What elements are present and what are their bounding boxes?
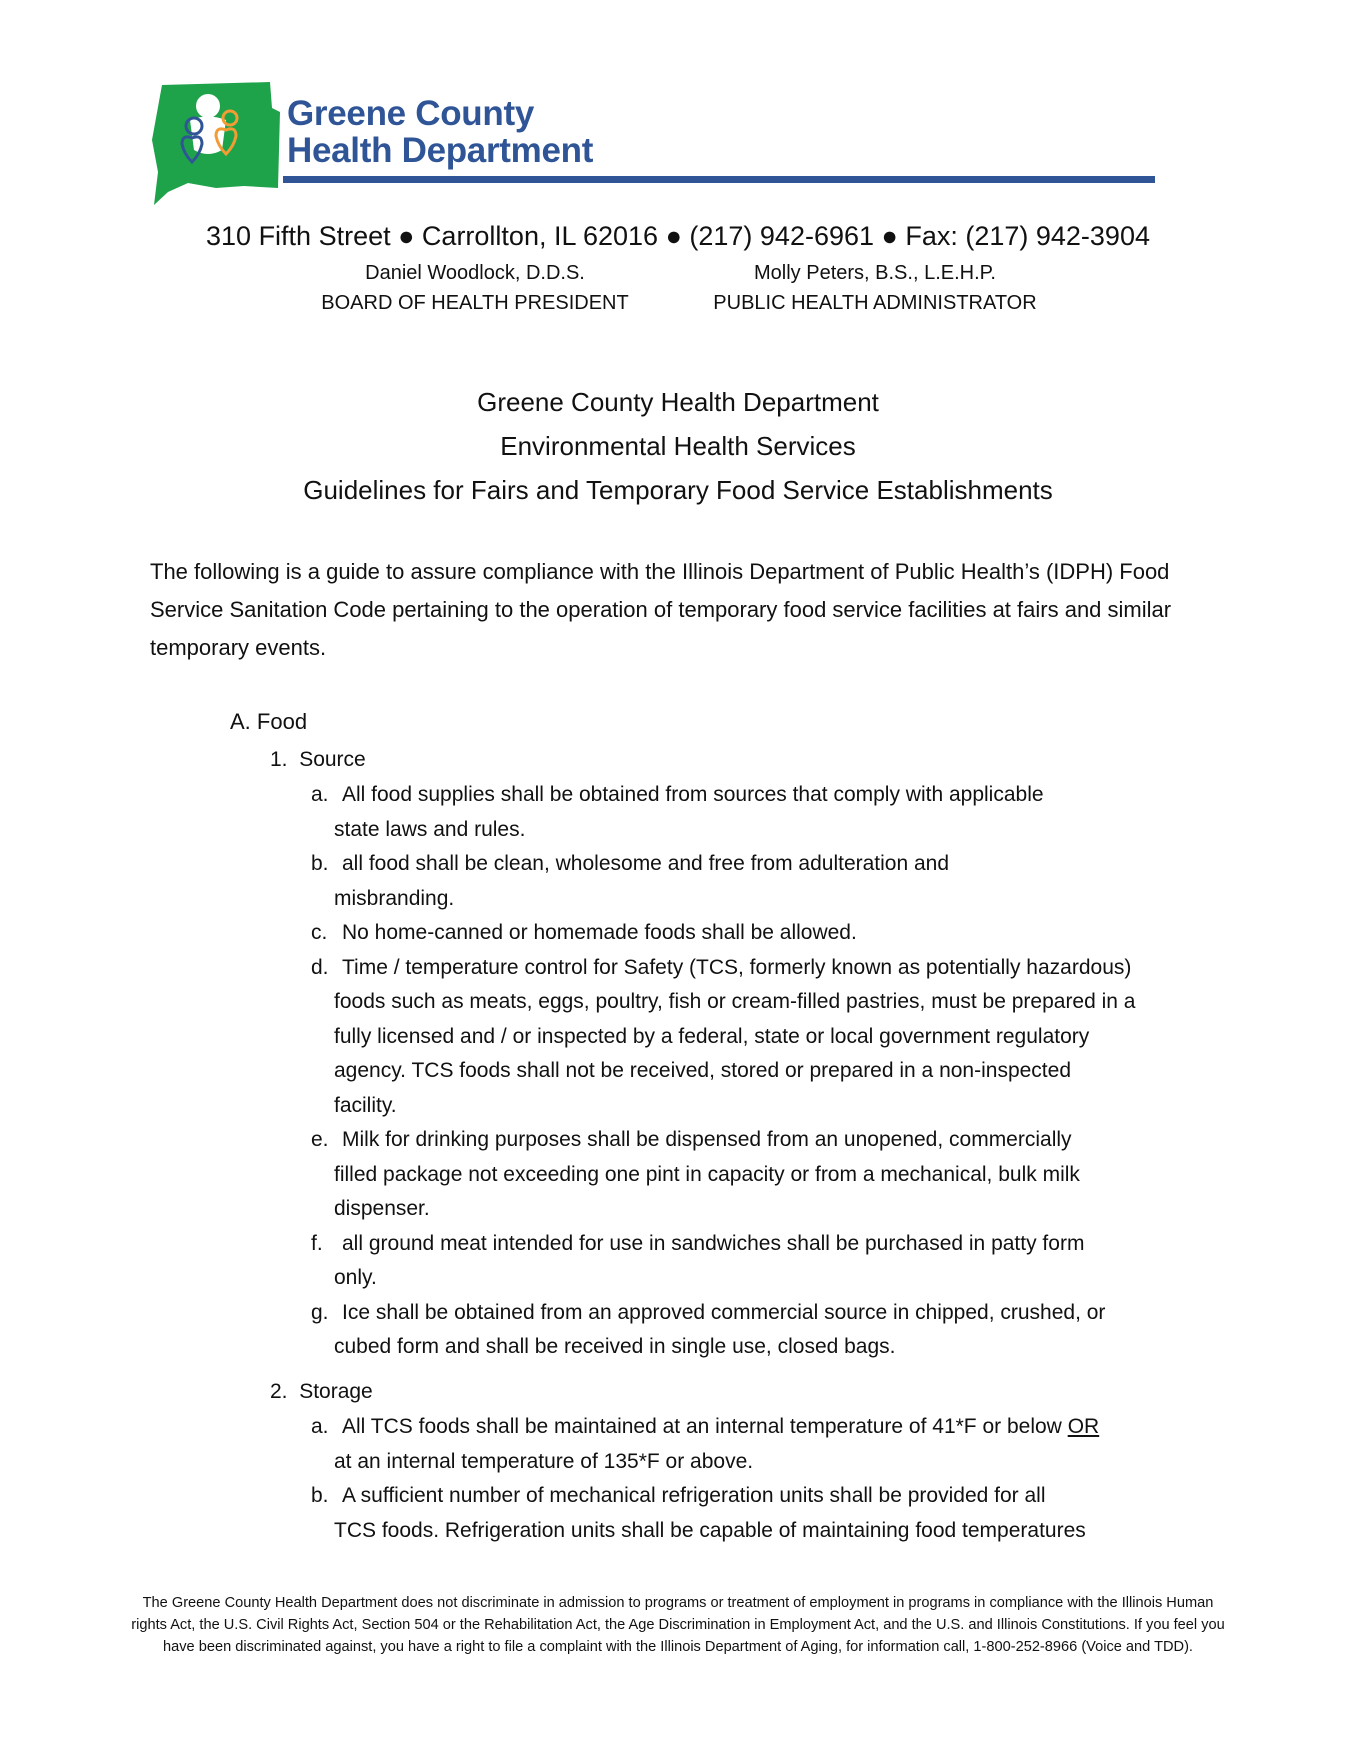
list-marker: a. <box>311 1415 329 1438</box>
list-line-text: dispenser. <box>334 1197 430 1220</box>
list-marker: g. <box>311 1300 329 1324</box>
section-marker: A. <box>230 709 251 734</box>
list-line-text: cubed form and shall be received in single use, closed bags. <box>334 1335 896 1358</box>
list-marker: f. <box>311 1231 323 1255</box>
list-marker: b. <box>311 1484 329 1507</box>
officer-administrator <box>690 258 1060 318</box>
list-line: A sufficient number of mechanical refrigeration units shall be provided for all <box>342 1484 1046 1507</box>
title-line-1: Greene County Health Department <box>477 387 879 417</box>
list-line: TCS foods. Refrigeration units shall be capable of maintaining food temperatures <box>334 1518 1086 1542</box>
list-line-text: only. <box>334 1266 377 1289</box>
list-line-text: state laws and rules. <box>334 817 526 841</box>
title-line-3: Guidelines for Fairs and Temporary Food Service Establishments <box>303 475 1053 505</box>
list-line-text: All food supplies shall be obtained from sources that comply with applicable <box>342 783 1044 806</box>
subsection-marker: 2. <box>270 1380 288 1403</box>
list-line-text: Ice shall be obtained from an approved commercial source in chipped, crushed, or <box>342 1300 1106 1324</box>
list-marker: c. <box>311 921 328 944</box>
list-line-text: all ground meat intended for use in sandwiches shall be purchased in patty form <box>342 1231 1085 1255</box>
non-discrimination-footer: The Greene County Health Department does not discriminate in admission to programs or treatment of employment in programs in compliance with the Illinois Human rights Act, the U.S. Civil Rights Act, Section 504 or the Rehabilitation Act, the Age Discrimination in Employment Act, and the U.S. and Illinois Constitutions. If you feel you have been discriminated against, you have a right to file a complaint with the Illinois Department of Aging, for information call, 1-800-252-8966 (Voice and TDD). <box>131 1595 1225 1655</box>
list-line-text: fully licensed and / or inspected by a federal, state or local government regulatory <box>334 1024 1090 1048</box>
brand-name-line-2: Health Department <box>287 131 594 170</box>
list-line-text: agency. TCS foods shall not be received, stored or prepared in a non-inspected <box>334 1059 1071 1082</box>
subsection-label: Source <box>299 748 366 771</box>
list-line-text: filled package not exceeding one pint in capacity or from a mechanical, bulk milk <box>334 1162 1080 1186</box>
list-line <box>342 1410 1099 1445</box>
officer-title: BOARD OF HEALTH PRESIDENT <box>321 292 629 314</box>
list-line: at an internal temperature of 135*F or above. <box>334 1449 754 1473</box>
subsection-heading <box>270 743 366 778</box>
list-line-text: foods such as meats, eggs, poultry, fish or cream-filled pastries, must be prepared in a <box>334 990 1136 1013</box>
section-heading <box>230 705 307 740</box>
document-title <box>0 380 1356 512</box>
list-line-text: all food shall be clean, wholesome and free from adulteration and <box>342 852 950 875</box>
officer-title: PUBLIC HEALTH ADMINISTRATOR <box>713 292 1037 314</box>
brand-name-line-1: Greene County <box>287 94 534 133</box>
section-label: Food <box>256 709 308 734</box>
officer-name: Molly Peters, B.S., L.E.H.P. <box>754 262 996 284</box>
officer-president <box>290 258 660 318</box>
list-line-text: All TCS foods shall be maintained at an internal temperature of 41*F or below <box>342 1415 1068 1438</box>
emphasis-or: OR <box>1067 1415 1100 1438</box>
subsection-marker: 1. <box>270 748 288 771</box>
list-line-text: facility. <box>334 1093 397 1117</box>
subsection-label: Storage <box>299 1380 373 1403</box>
address-line: 310 Fifth Street ● Carrollton, IL 62016 ● (217) 942-6961 ● Fax: (217) 942-3904 <box>206 221 1150 251</box>
header-divider <box>283 176 1155 183</box>
subsection-heading <box>270 1375 373 1410</box>
list-marker: a. <box>311 783 329 806</box>
title-line-2: Environmental Health Services <box>500 431 856 461</box>
officer-name: Daniel Woodlock, D.D.S. <box>365 262 585 284</box>
intro-paragraph: The following is a guide to assure compliance with the Illinois Department of Public Health’s (IDPH) Food Service Sanitation Code pertaining to the operation of temporary food service facilities at fairs and similar temporary events. <box>150 559 1172 660</box>
list-marker: b. <box>311 852 329 875</box>
list-line-text: Milk for drinking purposes shall be dispensed from an unopened, commercially <box>342 1128 1072 1151</box>
list-marker: e. <box>311 1128 329 1151</box>
list-marker: d. <box>311 955 329 979</box>
list-line-text: Time / temperature control for Safety (TCS, formerly known as potentially hazardous) <box>342 955 1132 979</box>
figure-head-icon <box>196 94 220 118</box>
list-line-text: misbranding. <box>334 886 455 910</box>
list-line-text: No home-canned or homemade foods shall be allowed. <box>342 921 857 944</box>
